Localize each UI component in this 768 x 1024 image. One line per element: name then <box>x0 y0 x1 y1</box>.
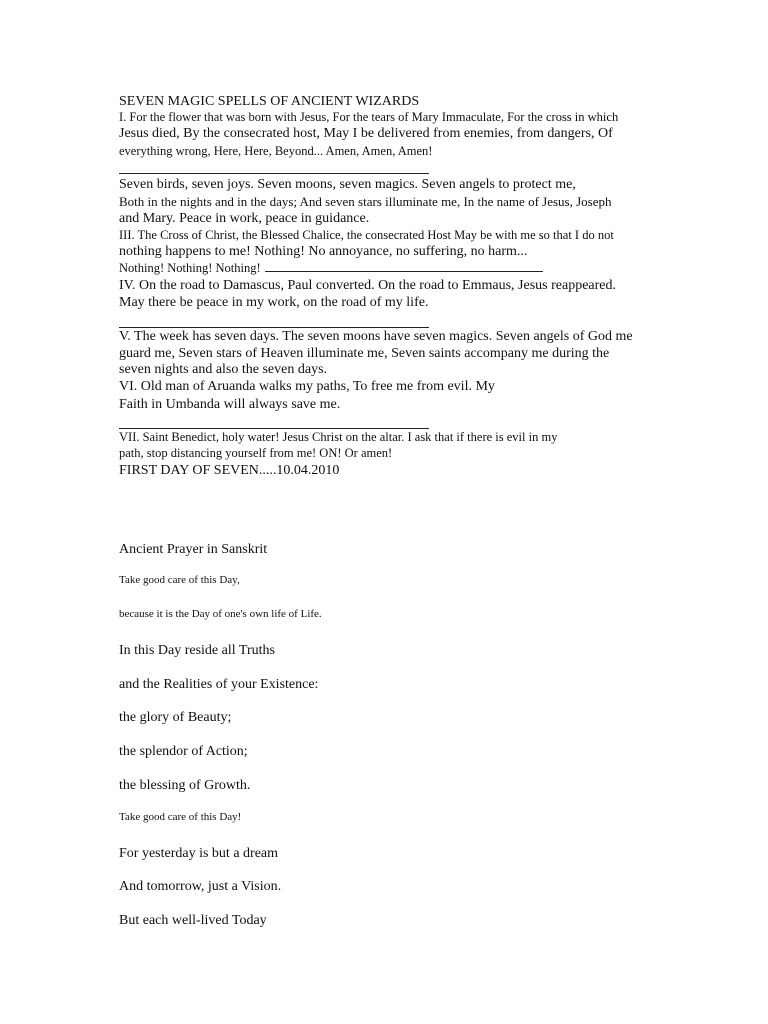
prayer-line-8: Take good care of this Day! <box>119 811 242 823</box>
divider-rule <box>119 428 429 429</box>
spell-4-line-1: IV. On the road to Damascus, Paul converted. On the road to Emmaus, Jesus reappeared. <box>119 278 616 293</box>
prayer-line-3: In this Day reside all Truths <box>119 643 275 658</box>
divider-rule <box>119 327 429 328</box>
spell-5-line-1: V. The week has seven days. The seven moons have seven magics. Seven angels of God me <box>119 329 633 344</box>
prayer-line-6: the splendor of Action; <box>119 744 248 759</box>
prayer-line-10: And tomorrow, just a Vision. <box>119 879 282 894</box>
spell-3-line-3-text: Nothing! Nothing! Nothing! <box>119 261 261 275</box>
spell-2-line-1: Seven birds, seven joys. Seven moons, seven magics. Seven angels to protect me, <box>119 177 576 192</box>
spell-7-line-2: path, stop distancing yourself from me! ON! Or amen! <box>119 446 393 460</box>
prayer-title: Ancient Prayer in Sanskrit <box>119 542 268 557</box>
spell-7-line-1: VII. Saint Benedict, holy water! Jesus Christ on the altar. I ask that if there is evil in my <box>119 430 558 444</box>
divider-rule <box>119 173 429 174</box>
prayer-line-11: But each well-lived Today <box>119 913 267 928</box>
spell-5-line-2: guard me, Seven stars of Heaven illuminate me, Seven saints accompany me during the <box>119 346 610 361</box>
divider-rule-inline <box>265 270 543 272</box>
prayer-line-7: the blessing of Growth. <box>119 778 251 793</box>
prayer-line-2: because it is the Day of one's own life of Life. <box>119 608 322 620</box>
prayer-line-1: Take good care of this Day, <box>119 574 240 586</box>
first-day-line: FIRST DAY OF SEVEN.....10.04.2010 <box>119 463 340 478</box>
spell-1-line-2: Jesus died, By the consecrated host, May I be delivered from enemies, from dangers, Of <box>119 126 613 141</box>
spell-2-line-2: Both in the nights and in the days; And seven stars illuminate me, In the name of Jesus, Joseph <box>119 194 612 209</box>
spell-6-line-1: VI. Old man of Aruanda walks my paths, To free me from evil. My <box>119 379 495 394</box>
spells-title: SEVEN MAGIC SPELLS OF ANCIENT WIZARDS <box>119 94 420 109</box>
spell-3-line-2: nothing happens to me! Nothing! No annoyance, no suffering, no harm... <box>119 244 528 259</box>
spell-4-line-2: May there be peace in my work, on the road of my life. <box>119 295 429 310</box>
spell-1-line-1: I. For the flower that was born with Jesus, For the tears of Mary Immaculate, For the cross in which <box>119 110 619 124</box>
prayer-line-9: For yesterday is but a dream <box>119 846 279 861</box>
spell-3-line-1: III. The Cross of Christ, the Blessed Chalice, the consecrated Host May be with me so that I do not <box>119 228 614 242</box>
spell-6-line-2: Faith in Umbanda will always save me. <box>119 397 341 412</box>
prayer-line-4: and the Realities of your Existence: <box>119 677 319 692</box>
spell-1-line-3: everything wrong, Here, Here, Beyond... Amen, Amen, Amen! <box>119 144 433 158</box>
spell-3-line-3 <box>119 262 543 275</box>
spell-2-line-3: and Mary. Peace in work, peace in guidance. <box>119 211 370 226</box>
prayer-line-5: the glory of Beauty; <box>119 710 232 725</box>
spell-5-line-3: seven nights and also the seven days. <box>119 362 328 377</box>
